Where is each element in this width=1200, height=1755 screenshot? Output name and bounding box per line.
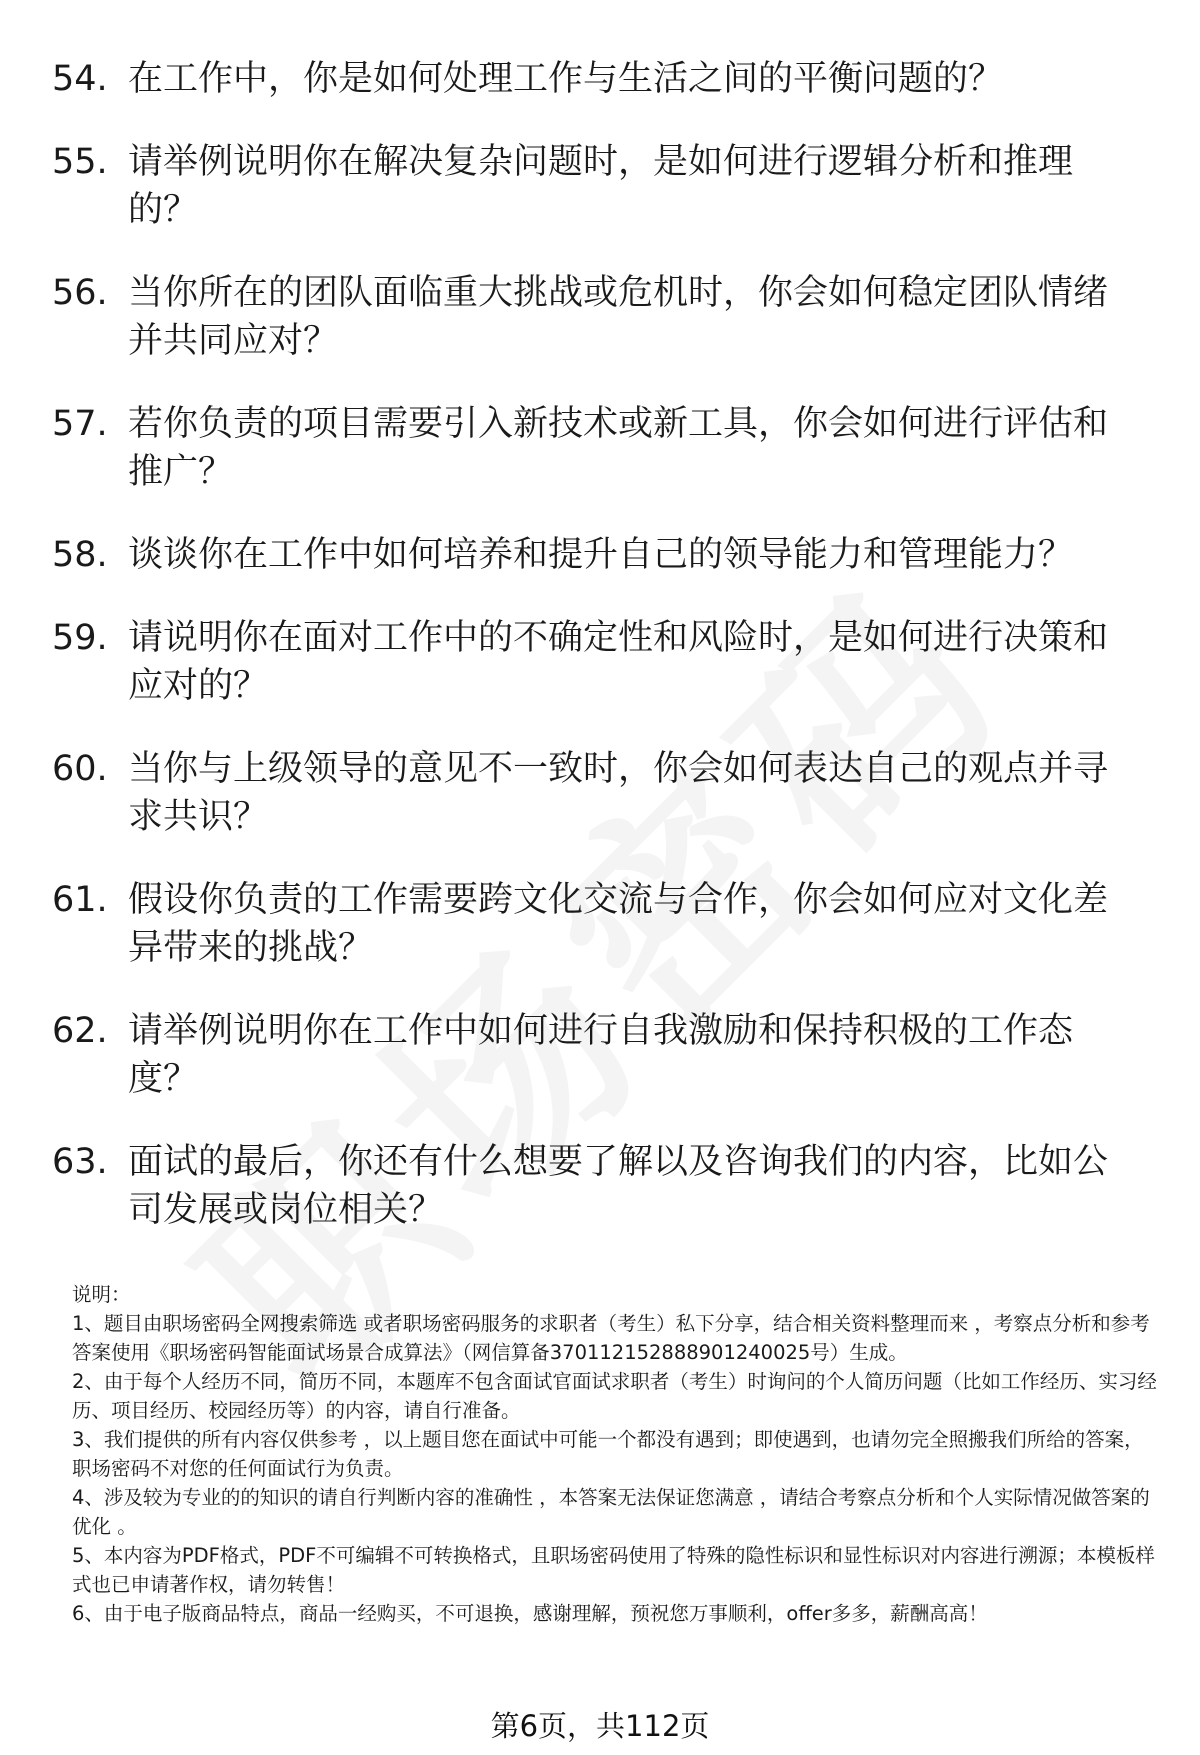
question-number: 62. (52, 1011, 108, 1051)
question-text: 请举例说明你在解决复杂问题时，是如何进行逻辑分析和推理的？ (128, 142, 1074, 230)
question-text: 假设你负责的工作需要跨文化交流与合作，你会如何应对文化差异带来的挑战？ (128, 880, 1109, 968)
question-number: 59. (52, 618, 108, 658)
question-item (52, 876, 1152, 972)
question-list (52, 55, 1152, 1269)
question-number: 54. (52, 59, 108, 99)
question-text: 谈谈你在工作中如何培养和提升自己的领导能力和管理能力？ (128, 535, 1074, 575)
note-item: 5、本内容为PDF格式，PDF不可编辑不可转换格式，且职场密码使用了特殊的隐性标识和显性标识对内容进行溯源；本模板样式也已申请著作权，请勿转售！ (72, 1544, 1155, 1596)
question-item (52, 614, 1152, 710)
question-number: 58. (52, 535, 108, 575)
question-number: 56. (52, 273, 108, 313)
question-item (52, 55, 1152, 103)
question-item (52, 745, 1152, 841)
question-number: 63. (52, 1142, 108, 1182)
question-item (52, 1138, 1152, 1234)
question-number: 60. (52, 749, 108, 789)
page-number-footer: 第6页，共112页 (490, 1709, 710, 1743)
question-text: 面试的最后，你还有什么想要了解以及咨询我们的内容，比如公司发展或岗位相关？ (128, 1142, 1109, 1230)
notes-title: 说明： (72, 1283, 131, 1306)
question-item (52, 138, 1152, 234)
question-text: 当你所在的团队面临重大挑战或危机时，你会如何稳定团队情绪并共同应对？ (128, 273, 1109, 361)
note-item: 2、由于每个人经历不同，简历不同，本题库不包含面试官面试求职者（考生）时询问的个人简历问题（比如工作经历、实习经历、项目经历、校园经历等）的内容，请自行准备。 (72, 1370, 1157, 1422)
question-text: 请说明你在面对工作中的不确定性和风险时，是如何进行决策和应对的？ (128, 618, 1109, 706)
question-text: 在工作中，你是如何处理工作与生活之间的平衡问题的？ (128, 59, 1004, 99)
question-number: 61. (52, 880, 108, 920)
question-item (52, 1007, 1152, 1103)
question-text: 若你负责的项目需要引入新技术或新工具，你会如何进行评估和推广？ (128, 404, 1109, 492)
question-item (52, 531, 1152, 579)
note-item: 6、由于电子版商品特点，商品一经购买，不可退换，感谢理解，预祝您万事顺利，offer多多，薪酬高高！ (72, 1602, 988, 1625)
question-text: 当你与上级领导的意见不一致时，你会如何表达自己的观点并寻求共识？ (128, 749, 1109, 837)
note-item: 3、我们提供的所有内容仅供参考 ，以上题目您在面试中可能一个都没有遇到；即使遇到，也请勿完全照搬我们所给的答案，职场密码不对您的任何面试行为负责。 (72, 1428, 1144, 1480)
question-item (52, 269, 1152, 365)
notes-section (72, 1280, 1162, 1628)
note-item: 1、题目由职场密码全网搜索筛选 或者职场密码服务的求职者（考生）私下分享，结合相关资料整理而来 ，考察点分析和参考答案使用《职场密码智能面试场景合成算法》（网信算备3701121528889012400​25号）生成。 (72, 1312, 1150, 1364)
question-number: 55. (52, 142, 108, 182)
question-item (52, 400, 1152, 496)
question-text: 请举例说明你在工作中如何进行自我激励和保持积极的工作态度？ (128, 1011, 1074, 1099)
question-number: 57. (52, 404, 108, 444)
note-item: 4、涉及较为专业的的知识的请自行判断内容的准确性 ，本答案无法保证您满意 ，请结合考察点分析和个人实际情况做答案的优化 。 (72, 1486, 1150, 1538)
